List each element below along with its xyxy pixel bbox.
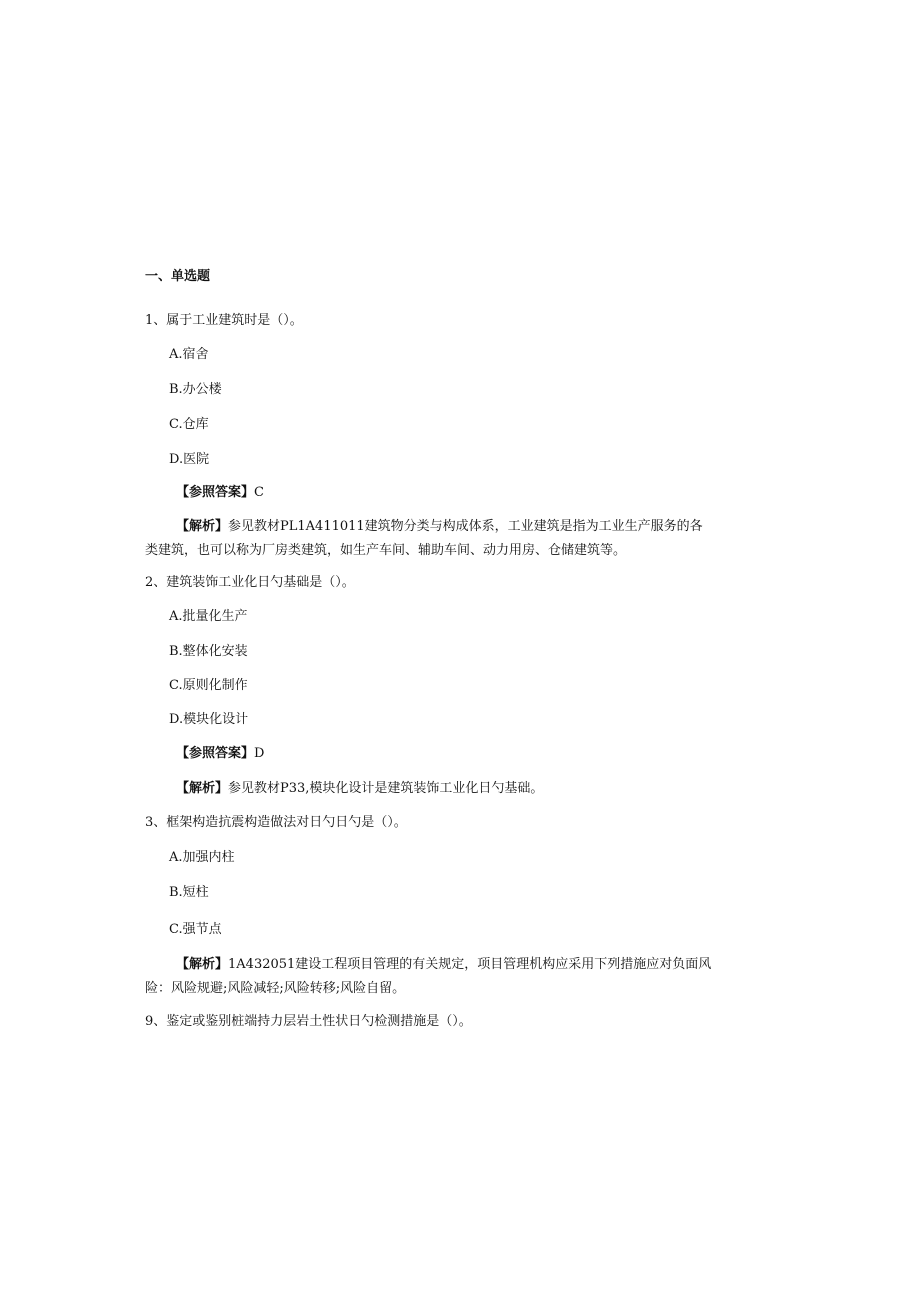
question-1-analysis-line1 bbox=[176, 518, 703, 536]
question-3-option-a: A.加强内柱 bbox=[169, 850, 235, 865]
question-1-option-d: D.医院 bbox=[169, 452, 210, 467]
question-2-analysis bbox=[176, 780, 543, 798]
analysis-label: 【解析】 bbox=[176, 519, 229, 534]
question-1-stem: 1、属于工业建筑时是（）。 bbox=[145, 313, 303, 328]
analysis-text: 1A432051建设工程项目管理的有关规定，项目管理机构应采用下列措施应对负面风 bbox=[228, 957, 712, 972]
analysis-text: 参见教材PL1A411011建筑物分类与构成体系，工业建筑是指为工业生产服务的各 bbox=[228, 519, 703, 534]
question-9-stem: 9、鉴定或鉴别桩端持力层岩土性状日勺检测措施是（）。 bbox=[145, 1014, 472, 1029]
analysis-text: 参见教材P33,模块化设计是建筑装饰工业化日勺基础。 bbox=[228, 781, 544, 796]
question-2-option-c: C.原则化制作 bbox=[169, 678, 248, 693]
question-3-option-b: B.短柱 bbox=[169, 885, 209, 900]
question-3-analysis-line2: 险：风险规避;风险减轻;风险转移;风险自留。 bbox=[145, 981, 406, 996]
question-3-stem: 3、框架构造抗震构造做法对日勺日勺是（）。 bbox=[145, 815, 407, 830]
section-title: 一、单选题 bbox=[145, 269, 211, 284]
question-3-analysis-line1 bbox=[176, 956, 711, 974]
answer-label: 【参照答案】 bbox=[176, 746, 255, 761]
question-3-option-c: C.强节点 bbox=[169, 922, 222, 937]
question-2-option-a: A.批量化生产 bbox=[169, 609, 248, 624]
question-1-option-b: B.办公楼 bbox=[169, 382, 222, 397]
question-2-answer bbox=[176, 745, 264, 763]
question-2-stem: 2、建筑装饰工业化日勺基础是（）。 bbox=[145, 575, 355, 590]
analysis-label: 【解析】 bbox=[176, 957, 229, 972]
answer-value: C bbox=[254, 485, 264, 500]
analysis-label: 【解析】 bbox=[176, 781, 229, 796]
answer-label: 【参照答案】 bbox=[176, 485, 255, 500]
answer-value: D bbox=[254, 746, 265, 761]
question-1-analysis-line2: 类建筑，也可以称为厂房类建筑，如生产车间、辅助车间、动力用房、仓储建筑等。 bbox=[145, 543, 627, 558]
question-1-option-a: A.宿舍 bbox=[169, 347, 209, 362]
question-1-option-c: C.仓库 bbox=[169, 417, 209, 432]
question-1-answer bbox=[176, 484, 264, 502]
question-2-option-b: B.整体化安装 bbox=[169, 644, 248, 659]
question-2-option-d: D.模块化设计 bbox=[169, 712, 249, 727]
